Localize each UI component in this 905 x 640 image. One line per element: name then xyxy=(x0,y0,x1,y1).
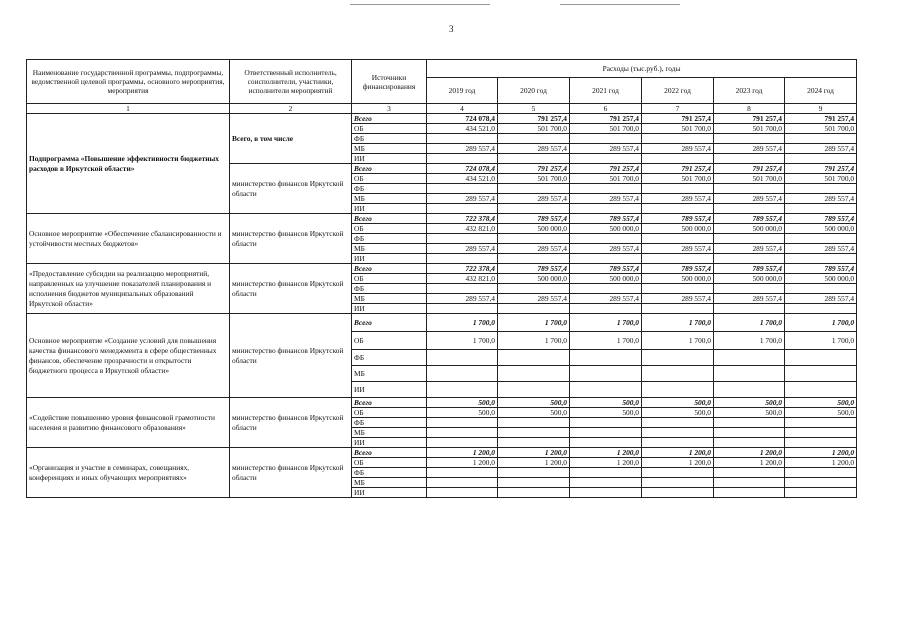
header-year: 2021 год xyxy=(570,78,642,104)
expense-value: 432 821,0 xyxy=(427,274,498,284)
expense-value: 1 700,0 xyxy=(642,332,714,350)
expense-value: 289 557,4 xyxy=(427,244,498,254)
expense-value xyxy=(427,438,498,448)
expense-value: 289 557,4 xyxy=(785,294,857,304)
expense-value: 791 257,4 xyxy=(642,114,714,124)
funding-source: Всего xyxy=(352,164,427,174)
expense-value: 1 200,0 xyxy=(498,448,570,458)
expense-value: 289 557,4 xyxy=(427,144,498,154)
expense-value xyxy=(498,154,570,164)
expense-value xyxy=(570,438,642,448)
column-number: 1 xyxy=(27,104,230,114)
executor-cell: министерство финансов Иркутской области xyxy=(230,314,352,398)
header-expenses: Расходы (тыс.руб.), годы xyxy=(427,60,857,78)
column-number: 5 xyxy=(498,104,570,114)
expense-value: 289 557,4 xyxy=(427,294,498,304)
expense-value: 1 200,0 xyxy=(785,458,857,468)
expense-value: 500,0 xyxy=(427,408,498,418)
expense-value xyxy=(642,468,714,478)
expense-value: 289 557,4 xyxy=(714,244,785,254)
expense-value: 501 700,0 xyxy=(785,174,857,184)
expense-value: 789 557,4 xyxy=(498,214,570,224)
expense-value: 501 700,0 xyxy=(642,174,714,184)
activity-name: Основное мероприятие «Обеспечение сбалансированности и устойчивости местных бюджетов» xyxy=(27,214,230,264)
expense-value: 501 700,0 xyxy=(570,174,642,184)
expense-value: 501 700,0 xyxy=(642,124,714,134)
expense-value xyxy=(642,304,714,314)
executor-cell: министерство финансов Иркутской области xyxy=(230,264,352,314)
funding-source: ФБ xyxy=(352,134,427,144)
expense-value: 1 200,0 xyxy=(642,448,714,458)
expense-value: 789 557,4 xyxy=(642,264,714,274)
expense-value xyxy=(427,204,498,214)
expense-value: 500,0 xyxy=(714,398,785,408)
expense-value xyxy=(570,428,642,438)
expense-value: 289 557,4 xyxy=(642,144,714,154)
expense-value xyxy=(714,488,785,498)
expense-value xyxy=(498,418,570,428)
expense-value: 500,0 xyxy=(785,408,857,418)
expense-value: 289 557,4 xyxy=(785,244,857,254)
expense-value xyxy=(785,418,857,428)
expense-value xyxy=(714,468,785,478)
expense-value xyxy=(642,284,714,294)
expense-value: 789 557,4 xyxy=(785,264,857,274)
expense-value: 500 000,0 xyxy=(785,274,857,284)
expense-value: 1 200,0 xyxy=(714,448,785,458)
activity-name: «Предоставление субсидии на реализацию мероприятий, направленных на улучшение показателей планирования и исполнения бюджетов муниципальных образований Иркутской области» xyxy=(27,264,230,314)
expense-value xyxy=(785,254,857,264)
expense-value: 289 557,4 xyxy=(714,294,785,304)
expense-value xyxy=(642,366,714,382)
expense-value xyxy=(642,428,714,438)
expense-value xyxy=(714,154,785,164)
expense-value xyxy=(642,154,714,164)
expense-value: 500,0 xyxy=(570,408,642,418)
expense-value: 789 557,4 xyxy=(785,214,857,224)
expense-value xyxy=(498,382,570,398)
column-number: 7 xyxy=(642,104,714,114)
expense-value xyxy=(570,304,642,314)
executor-cell: Всего, в том числе xyxy=(230,114,352,164)
expense-value: 289 557,4 xyxy=(785,194,857,204)
funding-source: ОБ xyxy=(352,274,427,284)
column-number: 9 xyxy=(785,104,857,114)
expense-value: 289 557,4 xyxy=(427,194,498,204)
expense-value: 289 557,4 xyxy=(498,294,570,304)
expense-value xyxy=(642,184,714,194)
expense-value: 500 000,0 xyxy=(642,274,714,284)
expense-value xyxy=(427,418,498,428)
expense-value xyxy=(714,478,785,488)
expense-value xyxy=(498,350,570,366)
executor-cell: министерство финансов Иркутской области xyxy=(230,214,352,264)
expense-value xyxy=(427,350,498,366)
expense-value xyxy=(785,234,857,244)
funding-source: ОБ xyxy=(352,332,427,350)
expense-value: 1 700,0 xyxy=(785,332,857,350)
expense-value: 1 200,0 xyxy=(642,458,714,468)
expense-value xyxy=(570,184,642,194)
expense-value: 500,0 xyxy=(498,398,570,408)
funding-source: Всего xyxy=(352,114,427,124)
expense-value: 432 821,0 xyxy=(427,224,498,234)
expense-value xyxy=(570,382,642,398)
expense-value xyxy=(785,478,857,488)
expense-value: 1 700,0 xyxy=(427,314,498,332)
column-number: 3 xyxy=(352,104,427,114)
expense-value: 500 000,0 xyxy=(570,274,642,284)
expense-value: 1 700,0 xyxy=(714,314,785,332)
expense-value xyxy=(427,488,498,498)
expense-value: 1 700,0 xyxy=(714,332,785,350)
funding-source: ФБ xyxy=(352,234,427,244)
expense-value xyxy=(785,366,857,382)
executor-cell: министерство финансов Иркутской области xyxy=(230,448,352,498)
expense-value: 289 557,4 xyxy=(642,244,714,254)
expense-value: 501 700,0 xyxy=(498,174,570,184)
expense-value: 501 700,0 xyxy=(785,124,857,134)
expense-value: 289 557,4 xyxy=(498,144,570,154)
expense-value xyxy=(642,134,714,144)
funding-source: ФБ xyxy=(352,184,427,194)
expense-value xyxy=(498,204,570,214)
expense-value: 501 700,0 xyxy=(714,124,785,134)
funding-source: Всего xyxy=(352,448,427,458)
expense-value: 289 557,4 xyxy=(714,144,785,154)
expense-value xyxy=(498,184,570,194)
column-number: 6 xyxy=(570,104,642,114)
funding-source: МБ xyxy=(352,144,427,154)
expense-value: 1 200,0 xyxy=(570,458,642,468)
expense-value: 500,0 xyxy=(642,398,714,408)
expense-value: 791 257,4 xyxy=(570,114,642,124)
funding-source: ИИ xyxy=(352,488,427,498)
expense-value: 500 000,0 xyxy=(570,224,642,234)
expense-value xyxy=(570,418,642,428)
expense-value xyxy=(785,204,857,214)
expense-value: 791 257,4 xyxy=(785,114,857,124)
expense-value: 1 700,0 xyxy=(498,332,570,350)
expense-value: 1 700,0 xyxy=(785,314,857,332)
header-year: 2019 год xyxy=(427,78,498,104)
activity-name: Основное мероприятие «Создание условий для повышения качества финансового менеджмента в сфере общественных финансов, обеспечение прозрачности и открытости бюджетного процесса в Иркутской области» xyxy=(27,314,230,398)
expense-value: 501 700,0 xyxy=(570,124,642,134)
expense-value xyxy=(570,134,642,144)
expense-value xyxy=(714,438,785,448)
expense-value xyxy=(642,204,714,214)
expense-value xyxy=(498,428,570,438)
expense-value xyxy=(785,350,857,366)
expense-value: 1 200,0 xyxy=(714,458,785,468)
expense-value xyxy=(570,468,642,478)
funding-source: ФБ xyxy=(352,284,427,294)
expense-value xyxy=(570,284,642,294)
expense-value xyxy=(498,488,570,498)
expense-value xyxy=(785,134,857,144)
expense-value xyxy=(642,234,714,244)
expense-value xyxy=(570,204,642,214)
expense-value: 789 557,4 xyxy=(642,214,714,224)
funding-source: ИИ xyxy=(352,154,427,164)
expense-value xyxy=(427,154,498,164)
funding-source: МБ xyxy=(352,428,427,438)
expense-value: 501 700,0 xyxy=(498,124,570,134)
funding-source: ИИ xyxy=(352,438,427,448)
funding-source: Всего xyxy=(352,314,427,332)
expense-value xyxy=(498,478,570,488)
expense-value xyxy=(785,438,857,448)
expense-value: 434 521,0 xyxy=(427,124,498,134)
funding-source: Всего xyxy=(352,398,427,408)
expense-value: 500,0 xyxy=(427,398,498,408)
expense-value: 1 200,0 xyxy=(427,448,498,458)
funding-source: Всего xyxy=(352,264,427,274)
expense-value xyxy=(714,382,785,398)
expense-value: 434 521,0 xyxy=(427,174,498,184)
expense-value xyxy=(642,350,714,366)
expense-value: 289 557,4 xyxy=(498,244,570,254)
expense-value: 289 557,4 xyxy=(570,194,642,204)
executor-cell: министерство финансов Иркутской области xyxy=(230,398,352,448)
expense-value xyxy=(642,438,714,448)
expense-value: 789 557,4 xyxy=(714,214,785,224)
expense-value: 791 257,4 xyxy=(714,114,785,124)
expense-value: 500 000,0 xyxy=(498,224,570,234)
expense-value xyxy=(570,154,642,164)
expense-value: 789 557,4 xyxy=(714,264,785,274)
expense-value xyxy=(642,382,714,398)
top-scan-line xyxy=(350,4,490,5)
expense-value: 500,0 xyxy=(785,398,857,408)
expense-value: 289 557,4 xyxy=(570,244,642,254)
funding-source: МБ xyxy=(352,294,427,304)
funding-source: ОБ xyxy=(352,224,427,234)
expense-value xyxy=(570,234,642,244)
expense-value xyxy=(785,154,857,164)
expense-value: 1 200,0 xyxy=(785,448,857,458)
expense-value: 500,0 xyxy=(642,408,714,418)
funding-source: ИИ xyxy=(352,304,427,314)
expense-value: 724 078,4 xyxy=(427,114,498,124)
funding-source: МБ xyxy=(352,244,427,254)
expense-value xyxy=(642,254,714,264)
expense-value: 1 700,0 xyxy=(427,332,498,350)
activity-name: Подпрограмма «Повышение эффективности бюджетных расходов в Иркутской области» xyxy=(27,114,230,214)
expense-value xyxy=(642,478,714,488)
column-number: 2 xyxy=(230,104,352,114)
funding-source: ОБ xyxy=(352,408,427,418)
expense-value: 1 700,0 xyxy=(642,314,714,332)
expense-value xyxy=(570,350,642,366)
funding-source: ИИ xyxy=(352,204,427,214)
expense-value xyxy=(785,304,857,314)
expense-value: 501 700,0 xyxy=(714,174,785,184)
expense-value xyxy=(570,366,642,382)
expense-value: 500,0 xyxy=(714,408,785,418)
expense-value xyxy=(642,488,714,498)
top-scan-line xyxy=(560,4,680,5)
funding-source: ОБ xyxy=(352,124,427,134)
expense-value xyxy=(570,488,642,498)
expense-value xyxy=(427,428,498,438)
expense-value xyxy=(427,382,498,398)
table-row xyxy=(27,314,857,332)
expense-value: 500,0 xyxy=(498,408,570,418)
expense-value xyxy=(785,284,857,294)
table-row xyxy=(27,264,857,274)
expense-value xyxy=(498,468,570,478)
expense-value: 1 200,0 xyxy=(498,458,570,468)
expense-value: 289 557,4 xyxy=(570,144,642,154)
expense-value xyxy=(570,254,642,264)
expense-value xyxy=(498,254,570,264)
expense-value xyxy=(427,304,498,314)
expense-value: 289 557,4 xyxy=(498,194,570,204)
expense-value: 500 000,0 xyxy=(714,274,785,284)
expense-value xyxy=(642,418,714,428)
expense-value: 722 378,4 xyxy=(427,264,498,274)
expense-value: 500,0 xyxy=(570,398,642,408)
expense-value xyxy=(498,234,570,244)
expense-value xyxy=(714,184,785,194)
header-name: Наименование государственной программы, подпрограммы, ведомственной целевой программы, основного мероприятия, мероприятия xyxy=(27,60,230,104)
funding-source: МБ xyxy=(352,478,427,488)
expense-value xyxy=(570,478,642,488)
table-row xyxy=(27,214,857,224)
header-year: 2022 год xyxy=(642,78,714,104)
expense-value xyxy=(714,350,785,366)
expense-value xyxy=(498,438,570,448)
expense-value xyxy=(785,382,857,398)
expense-value: 500 000,0 xyxy=(714,224,785,234)
funding-source: ИИ xyxy=(352,254,427,264)
expense-value: 791 257,4 xyxy=(785,164,857,174)
funding-source: ИИ xyxy=(352,382,427,398)
expense-value xyxy=(498,134,570,144)
funding-source: ОБ xyxy=(352,458,427,468)
expense-value: 1 700,0 xyxy=(570,314,642,332)
funding-source: МБ xyxy=(352,194,427,204)
expense-value xyxy=(714,304,785,314)
expense-value: 1 200,0 xyxy=(570,448,642,458)
expense-value: 289 557,4 xyxy=(714,194,785,204)
expense-value xyxy=(785,468,857,478)
column-number: 4 xyxy=(427,104,498,114)
expense-value: 289 557,4 xyxy=(642,194,714,204)
funding-source: ОБ xyxy=(352,174,427,184)
expense-value: 791 257,4 xyxy=(714,164,785,174)
expense-value xyxy=(714,418,785,428)
expense-value: 1 700,0 xyxy=(498,314,570,332)
expense-value: 289 557,4 xyxy=(570,294,642,304)
expense-value xyxy=(714,366,785,382)
expense-value: 791 257,4 xyxy=(642,164,714,174)
expense-value xyxy=(427,254,498,264)
expense-value xyxy=(427,366,498,382)
expense-value: 791 257,4 xyxy=(498,114,570,124)
expense-value xyxy=(785,184,857,194)
activity-name: «Содействие повышению уровня финансовой грамотности населения и развитию финансового образования» xyxy=(27,398,230,448)
expense-value: 789 557,4 xyxy=(498,264,570,274)
funding-source: МБ xyxy=(352,366,427,382)
activity-name: «Организация и участие в семинарах, совещаниях, конференциях и иных обучающих мероприятиях» xyxy=(27,448,230,498)
expense-value: 289 557,4 xyxy=(785,144,857,154)
funding-source: ФБ xyxy=(352,418,427,428)
expense-value xyxy=(714,428,785,438)
header-year: 2020 год xyxy=(498,78,570,104)
expense-value xyxy=(427,234,498,244)
expense-value xyxy=(427,284,498,294)
header-year: 2024 год xyxy=(785,78,857,104)
header-year: 2023 год xyxy=(714,78,785,104)
table-row xyxy=(27,448,857,458)
header-source: Источники финансирования xyxy=(352,60,427,104)
expense-value: 789 557,4 xyxy=(570,264,642,274)
table-row xyxy=(27,114,857,124)
funding-source: Всего xyxy=(352,214,427,224)
expense-value: 791 257,4 xyxy=(570,164,642,174)
expense-value xyxy=(498,304,570,314)
column-number: 8 xyxy=(714,104,785,114)
expense-value: 789 557,4 xyxy=(570,214,642,224)
expense-value xyxy=(498,366,570,382)
expense-value: 1 700,0 xyxy=(570,332,642,350)
executor-cell: министерство финансов Иркутской области xyxy=(230,164,352,214)
expense-value xyxy=(427,134,498,144)
budget-table xyxy=(26,59,857,498)
page-number: 3 xyxy=(449,24,454,34)
expense-value xyxy=(785,488,857,498)
expense-value xyxy=(427,468,498,478)
expense-value: 289 557,4 xyxy=(642,294,714,304)
expense-value: 500 000,0 xyxy=(498,274,570,284)
expense-value xyxy=(785,428,857,438)
expense-value: 1 200,0 xyxy=(427,458,498,468)
expense-value xyxy=(714,134,785,144)
table-row xyxy=(27,398,857,408)
expense-value xyxy=(714,254,785,264)
expense-value xyxy=(714,204,785,214)
expense-value: 500 000,0 xyxy=(642,224,714,234)
expense-value xyxy=(714,284,785,294)
expense-value: 500 000,0 xyxy=(785,224,857,234)
expense-value xyxy=(498,284,570,294)
funding-source: ФБ xyxy=(352,468,427,478)
expense-value: 791 257,4 xyxy=(498,164,570,174)
expense-value xyxy=(427,184,498,194)
expense-value xyxy=(427,478,498,488)
funding-source: ФБ xyxy=(352,350,427,366)
expense-value: 722 378,4 xyxy=(427,214,498,224)
expense-value: 724 078,4 xyxy=(427,164,498,174)
expense-value xyxy=(714,234,785,244)
header-executor: Ответственный исполнитель, соисполнители, участники, исполнители мероприятий xyxy=(230,60,352,104)
